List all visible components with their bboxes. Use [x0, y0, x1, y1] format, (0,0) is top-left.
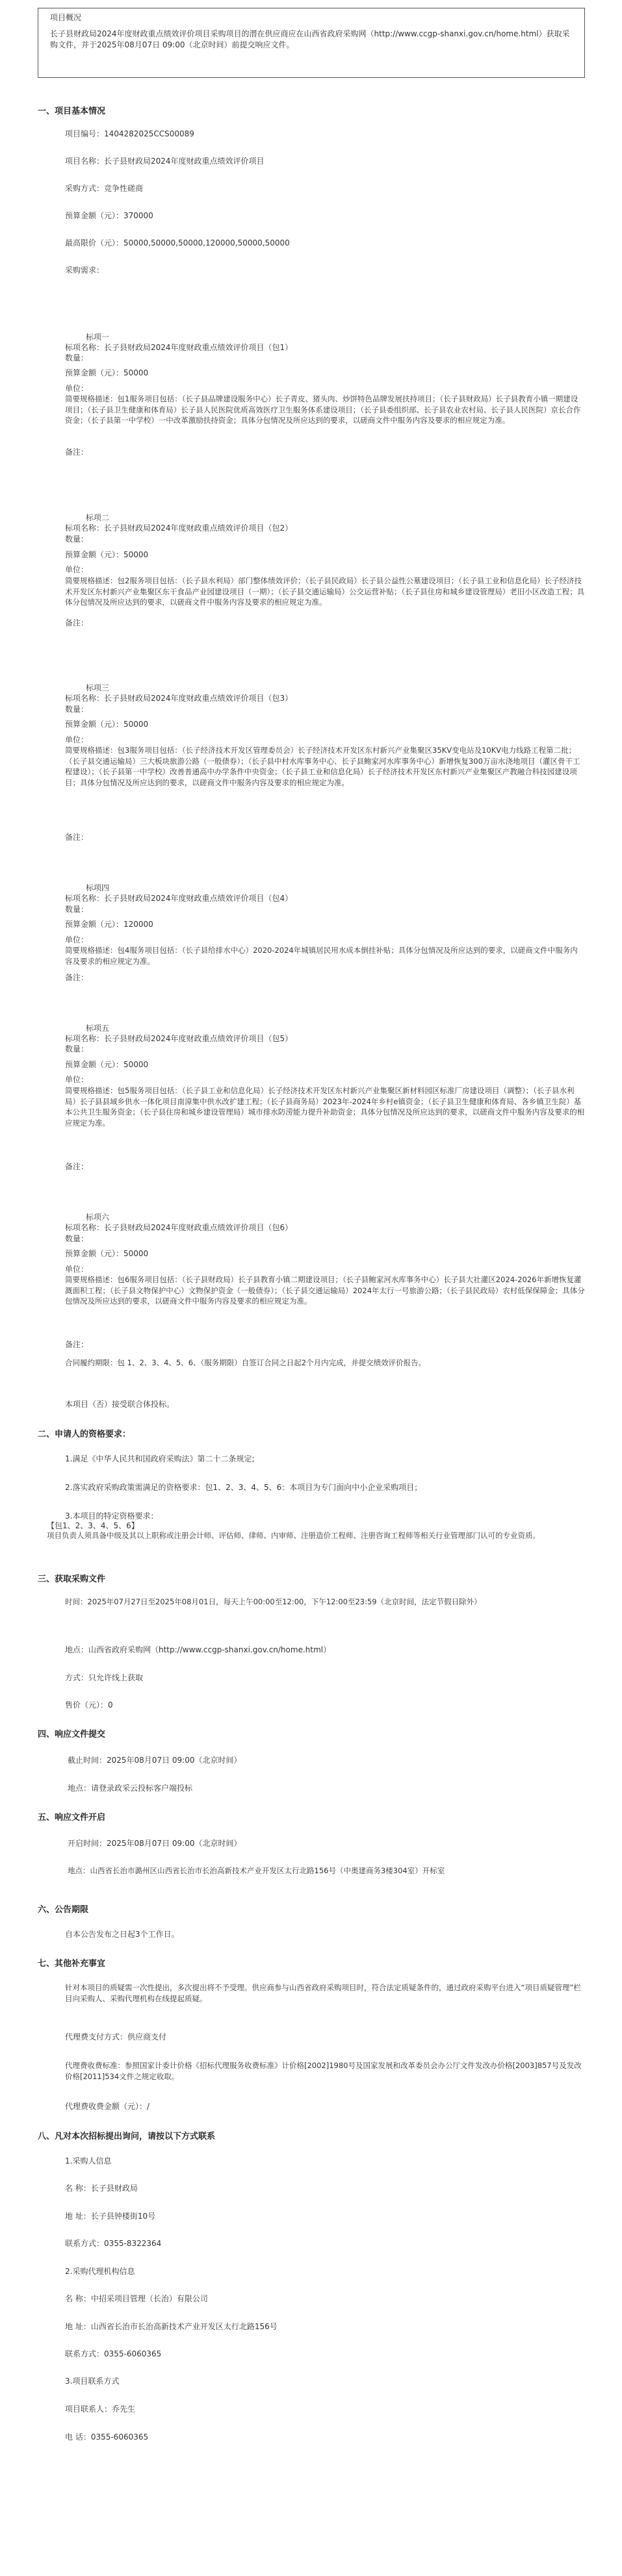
lot-qty: 数量： [65, 1044, 89, 1054]
lot-remark: 备注： [65, 1162, 89, 1171]
lot-name: 标项名称：长子县财政局2024年度财政重点绩效评价项目（包4） [65, 894, 293, 903]
lot-budget: 预算金额（元）：50000 [65, 550, 149, 559]
lot-title: 标项二 [86, 513, 110, 522]
submit-deadline: 截止时间：2025年08月07日 09:00（北京时间） [68, 1756, 242, 1765]
opening-time: 开启时间：2025年08月07日 09:00（北京时间） [68, 1839, 242, 1848]
contact-heading: 3.项目联系方式 [65, 2377, 120, 2386]
lot-name: 标项名称：长子县财政局2024年度财政重点绩效评价项目（包5） [65, 1034, 293, 1043]
summary-text: 长子县财政局2024年度财政重点绩效评价项目采购项目的潜在供应商应在山西省政府采购网（http://www.ccgp-shanxi.gov.cn/home.html）获取采购文件，并于2025年08月07日 09:00（北京时间）前提交响应文件。 [50, 29, 570, 49]
summary-title: 项目概况 [50, 13, 82, 22]
acquire-method: 方式：只允许线上获取 [65, 1673, 144, 1682]
lot-title: 标项六 [86, 1213, 110, 1222]
lot-unit: 单位： [65, 1075, 89, 1084]
lot-unit: 单位： [65, 384, 89, 393]
qualification-item3-text: 项目负责人须具备中级及其以上职称或注册会计师、评估师、律师、内审师、注册造价工程师、注册咨询工程师等相关行业管理部门认可的专业资质。 [47, 1531, 540, 1540]
acquire-place: 地点：山西省政府采购网（http://www.ccgp-shanxi.gov.cn/home.html） [65, 1645, 331, 1654]
agent-heading: 2.采购代理机构信息 [65, 2267, 135, 2276]
contact-person: 项目联系人：乔先生 [65, 2405, 136, 2414]
section2-heading: 二、申请人的资格要求： [38, 1430, 131, 1439]
section5-heading: 五、响应文件开启 [38, 1813, 106, 1823]
contract-period: 合同履约期限：包 1、2、3、4、5、6、（服务期限）自签订合同之日起2个月内完成，并提交绩效评价报告。 [65, 1358, 426, 1367]
qualification-item3-lots: 【包1、2、3、4、5、6】 [47, 1521, 139, 1530]
buyer-heading: 1.采购人信息 [65, 2156, 112, 2166]
budget-amount: 预算金额（元）：370000 [65, 211, 153, 220]
submit-place: 地点：请登录政采云投标客户端投标 [68, 1784, 193, 1793]
buyer-address: 地 址：长子县钟楼街10号 [65, 2212, 156, 2221]
summary-box [38, 8, 585, 78]
buyer-phone: 联系方式：0355-8322364 [65, 2239, 162, 2248]
lot-desc: 简要规格描述：包5服务项目包括：（长子县工业和信息化局）长子经济技术开发区东村新兴产业集聚区新材料园区标准厂房建设项目（调整）；（长子县水利局）长子县县域乡供水一体化项目南漳集中供水改扩建工程；（长子县商务局）2023年-2024年乡村e镇资金；（长子县卫生健康和体育局、各乡镇卫生院）基本公共卫生服务资金；（长子县住房和城乡建设管理局）城市排水防涝能力提升补助资金；具体分包情况及所应达到的要求，以磋商文件中服务内容及要求的相应规定为准。 [65, 1086, 585, 1128]
lot-title: 标项三 [86, 683, 110, 692]
acquire-time: 时间：2025年07月27日至2025年08月01日，每天上午00:00至12:00，下午12:00至23:59（北京时间，法定节假日除外） [65, 1597, 482, 1606]
qualification-item3: 3.本项目的特定资格要求： [65, 1511, 159, 1521]
lot-remark: 备注： [65, 618, 89, 627]
supplementary-text: 针对本项目的质疑需一次性提出，多次提出将不予受理。供应商参与山西省政府采购项目时，符合法定质疑条件的，通过政府采购平台进入“项目质疑管理”栏目向采购人、采购代理机构在线提起质疑。 [65, 1983, 581, 2003]
lot-name: 标项名称：长子县财政局2024年度财政重点绩效评价项目（包6） [65, 1223, 293, 1232]
buyer-name: 名 称：长子县财政局 [65, 2184, 138, 2193]
project-no: 项目编号：1404282025CCS00089 [65, 129, 194, 138]
lot-qty: 数量： [65, 705, 89, 714]
section3-heading: 三、获取采购文件 [38, 1574, 106, 1584]
lot-desc: 简要规格描述：包1服务项目包括：（长子县品牌建设服务中心）长子青皮、猪头肉、炒饼特色品牌发展扶持项目；（长子县财政局）长子县教育小镇一期建设项目；（长子县卫生健康和体育局）长子县人民医院优质高效医疗卫生服务体系建设项目；（长子县委组织部、长子县农业农村局、长子县人民医院）京长合作资金；（长子县第一中学校）一中改革激励扶持资金；具体分包情况及所应达到的要求，以磋商文件中服务内容及要求的相应规定为准。 [65, 394, 581, 425]
notice-period: 自本公告发布之日起3个工作日。 [65, 1930, 179, 1939]
lot-remark: 备注： [65, 833, 89, 842]
lot-desc: 简要规格描述：包3服务项目包括：（长子经济技术开发区管理委员会）长子经济技术开发区东村新兴产业集聚区35KV变电站及10KV电力线路工程第二批；（长子县交通运输局）三大板块旅游公路（一般债券）；（长子县中村水库事务中心、长子县鲍家河水库事务中心）新增恢复300万亩水浇地项目（灌区骨干工程建设）；（长子县第一中学校）改善普通高中办学条件中央资金；（长子县工业和信息化局）长子经济技术开发区东村新兴产业集聚区产教融合科技园建设项目；具体分包情况及所应达到的要求，以磋商文件中服务内容及要求的相应规定为准。 [65, 746, 580, 787]
lot-qty: 数量： [65, 905, 89, 914]
project-name: 项目名称：长子县财政局2024年度财政重点绩效评价项目 [65, 157, 265, 166]
section4-heading: 四、响应文件提交 [38, 1730, 106, 1739]
lot-title: 标项四 [86, 883, 110, 892]
agency-fee-payer: 代理费支付方式：供应商支付 [65, 2032, 167, 2041]
lot-title: 标项一 [86, 333, 110, 342]
lot-unit: 单位： [65, 935, 89, 944]
lot-unit: 单位： [65, 565, 89, 574]
lot-remark: 备注： [65, 973, 89, 982]
lot-budget: 预算金额（元）：120000 [65, 920, 153, 929]
section1-heading: 一、项目基本情况 [38, 107, 106, 116]
lot-desc: 简要规格描述：包2服务项目包括：（长子县水利局）部门整体绩效评价；（长子县民政局）长子县公益性公墓建设项目；（长子县工业和信息化局）长子经济技术开发区东村新兴产业集聚区东干食品产业园建设项目（一期）；（长子县交通运输局）公交运营补贴；（长子县住房和城乡建设管理局）老旧小区改造工程；具体分包情况及所应达到的要求，以磋商文件中服务内容及要求的相应规定为准。 [65, 576, 585, 607]
lot-title: 标项五 [86, 1024, 110, 1033]
section8-heading: 八、凡对本次招标提出询问，请按以下方式联系 [38, 2132, 216, 2141]
lot-remark: 备注： [65, 448, 89, 457]
lot-desc: 简要规格描述：包4服务项目包括：（长子县给排水中心）2020-2024年城镇居民用水成本倒挂补贴；具体分包情况及所应达到的要求，以磋商文件中服务内容及要求的相应规定为准。 [65, 946, 578, 966]
opening-place: 地点：山西省长治市潞州区山西省长治市长治高新技术产业开发区太行北路156号（中奥建商务3楼304室）开标室 [68, 1866, 445, 1875]
lot-budget: 预算金额（元）：50000 [65, 720, 149, 729]
lot-name: 标项名称：长子县财政局2024年度财政重点绩效评价项目（包3） [65, 694, 293, 703]
lot-qty: 数量： [65, 353, 89, 362]
section7-heading: 七、其他补充事宜 [38, 1959, 106, 1969]
lot-budget: 预算金额（元）：50000 [65, 368, 149, 377]
lot-budget: 预算金额（元）：50000 [65, 1249, 149, 1258]
acquire-price: 售价（元）：0 [65, 1700, 113, 1710]
contact-phone: 电 话：0355-6060365 [65, 2432, 149, 2442]
qualification-item1: 1.满足《中华人民共和国政府采购法》第二十二条规定; [65, 1454, 255, 1463]
max-price: 最高限价（元）：50000,50000,50000,120000,50000,50000 [65, 238, 290, 247]
lot-qty: 数量： [65, 535, 89, 544]
lot-unit: 单位： [65, 1265, 89, 1274]
lot-name: 标项名称：长子县财政局2024年度财政重点绩效评价项目（包1） [65, 343, 293, 352]
procurement-requirements: 采购需求： [65, 266, 105, 275]
consortium-note: 本项目（否）接受联合体投标。 [65, 1400, 175, 1409]
lot-name: 标项名称：长子县财政局2024年度财政重点绩效评价项目（包2） [65, 524, 293, 533]
lot-budget: 预算金额（元）：50000 [65, 1060, 149, 1069]
lot-unit: 单位： [65, 735, 89, 744]
lot-qty: 数量： [65, 1234, 89, 1243]
agent-phone: 联系方式：0355-6060365 [65, 2349, 162, 2358]
lot-remark: 备注： [65, 1340, 89, 1349]
agent-name: 名 称：中招采项目管理（长治）有限公司 [65, 2294, 208, 2303]
lot-desc: 简要规格描述：包6服务项目包括：（长子县财政局）长子县教育小镇二期建设项目；（长子县鲍家河水库事务中心）长子县大社灌区2024-2026年新增恢复灌溉面积工程；（长子县文物保护中心）文物保护资金（一般债券）；（长子县交通运输局）2024年太行一号旅游公路；（长子县民政局）农村低保保障金；具体分包情况及所应达到的要求，以磋商文件中服务内容及要求的相应规定为准。 [65, 1275, 585, 1306]
agency-fee-amount: 代理费收费金额（元）：/ [65, 2102, 150, 2111]
qualification-item2: 2.落实政府采购政策需满足的资格要求：包1、2、3、4、5、6：本项目为专门面向中小企业采购项目； [65, 1483, 422, 1492]
agency-fee-standard: 代理费收费标准：参照国家计委计价格《招标代理服务收费标准》计价格[2002]1980号及国家发展和改革委员会办公厅文件发改办价格[2003]857号及发改价格[2011]534文件之规定收取。 [65, 2061, 582, 2081]
procurement-method: 采购方式：竞争性磋商 [65, 184, 144, 193]
agent-address: 地 址：山西省长治市长治高新技术产业开发区太行北路156号 [65, 2322, 278, 2331]
section6-heading: 六、公告期限 [38, 1905, 89, 1915]
